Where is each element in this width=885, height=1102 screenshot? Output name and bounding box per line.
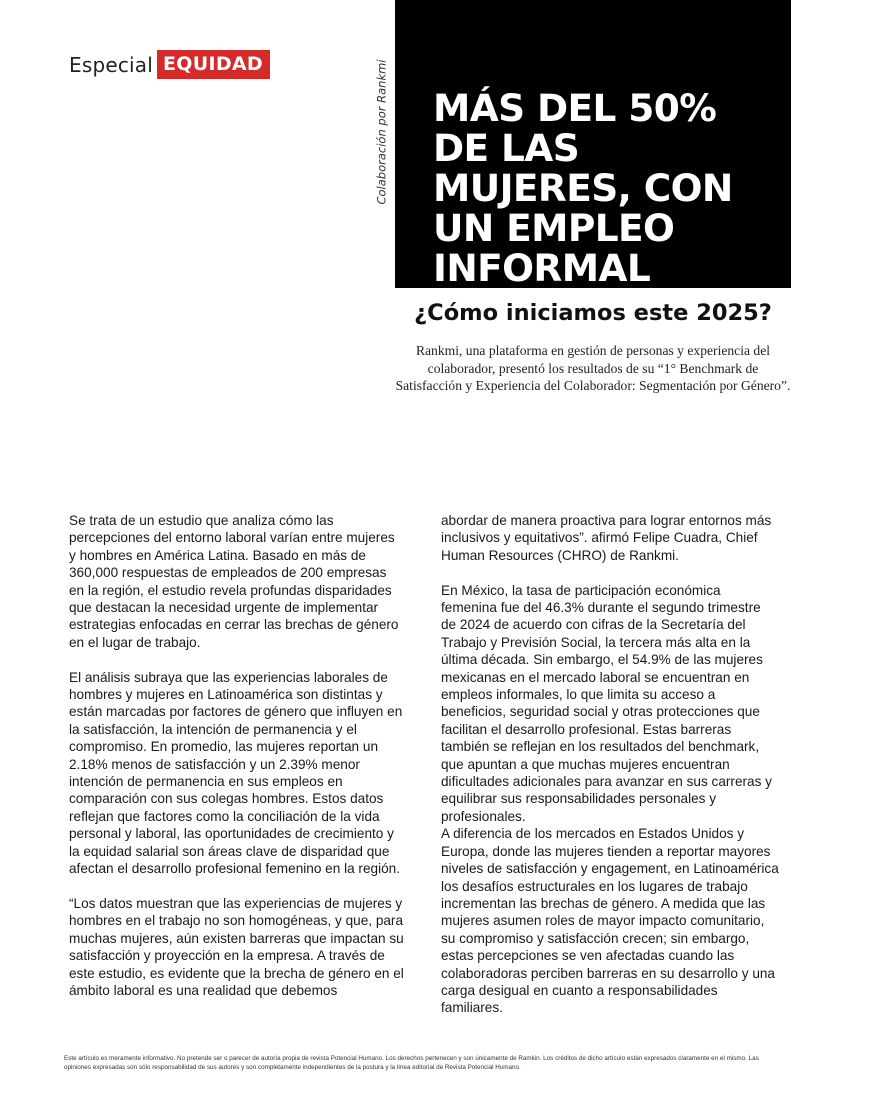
section-tag	[69, 50, 270, 79]
body-paragraph: En México, la tasa de participación económica femenina fue del 46.3% durante el segundo trimestre de 2024 de acuerdo con cifras de la Secretaría del Trabajo y Previsión Social, la tercera más alta en la última década. Sin embargo, el 54.9% de las mujeres mexicanas en el mercado laboral se encuentran en empleos informales, lo que limita su acceso a beneficios, seguridad social y otras protecciones que facilitan el desarrollo profesional. Estas barreras también se reflejan en los resultados del benchmark, que apuntan a que muchas mujeres encuentran dificultades adicionales para avanzar en sus carreras y equilibrar sus responsabilidades personales y profesionales.	[441, 582, 772, 824]
collaboration-credit-text: Colaboración por Rankmi	[375, 59, 389, 205]
disclaimer: Este artículo es meramente informativo. No pretende ser o parecer de autoría propia de revista Potencial Humano. Los derechos pertenecen y son únicamente de Ramkin. Los créditos de dicho artículo están expresados claramente en el mismo. Las opiniones expresadas son sólo responsabilidad de sus autores y son completamente independientes de la postura y la línea editorial de Revista Potencial Humano.	[64, 1055, 759, 1071]
body-paragraph: El análisis subraya que las experiencias laborales de hombres y mujeres en Latinoamérica son distintas y están marcadas por factores de género que influyen en la satisfacción, la intención de permanencia y el compromiso. En promedio, las mujeres reportan un 2.18% menos de satisfacción y un 2.39% menor intención de permanencia en sus empleos en comparación con sus colegas hombres. Estos datos reflejan que factores como la conciliación de la vida personal y laboral, las oportunidades de crecimiento y la equidad salarial son áreas clave de disparidad que afectan el desarrollo profesional femenino en la región.	[69, 669, 403, 877]
lead-paragraph: Rankmi, una plataforma en gestión de personas y experiencia del colaborador, presentó los resultados de su “1° Benchmark de Satisfacción y Experiencia del Colaborador: Segmentación por Género”.	[395, 343, 791, 393]
collaboration-credit	[374, 58, 390, 206]
body-paragraph: A diferencia de los mercados en Estados Unidos y Europa, donde las mujeres tienden a reportar mayores niveles de satisfacción y engagement, en Latinoamérica los desafíos estructurales en los lugares de trabajo incrementan las brechas de género. A medida que las mujeres asumen roles de mayor impacto comunitario, su compromiso y satisfacción crecen; sin embargo, estas percepciones se ven afectadas cuando las colaboradoras perciben barreras en su desarrollo y una carga desigual en cuanto a responsabilidades familiares.	[441, 826, 779, 1016]
body-paragraph: Se trata de un estudio que analiza cómo las percepciones del entorno laboral varían entre mujeres y hombres en América Latina. Basado en más de 360,000 respuestas de empleados de 200 empresas en la región, el estudio revela profundas disparidades que destacan la necesidad urgente de implementar estrategias enfocadas en cerrar las brechas de género en el lugar de trabajo.	[69, 513, 399, 650]
body-column-right	[441, 512, 779, 1034]
page-title: MÁS DEL 50% DE LAS MUJERES, CON UN EMPLEO INFORMAL	[433, 86, 733, 290]
section-label: Especial	[69, 52, 154, 77]
headline-box	[395, 0, 791, 288]
subtitle: ¿Cómo iniciamos este 2025?	[414, 300, 772, 326]
body-paragraph: “Los datos muestran que las experiencias de mujeres y hombres en el trabajo no son homogéneas, y que, para muchas mujeres, aún existen barreras que impactan su satisfacción y proyección en la empresa. A través de este estudio, es evidente que la brecha de género en el ámbito laboral es una realidad que debemos	[69, 895, 404, 998]
body-paragraph: abordar de manera proactiva para lograr entornos más inclusivos y equitativos”. afirmó Felipe Cuadra, Chief Human Resources (CHRO) de Rankmi.	[441, 513, 772, 563]
body-column-left	[69, 512, 404, 1017]
section-badge: EQUIDAD	[157, 50, 270, 79]
